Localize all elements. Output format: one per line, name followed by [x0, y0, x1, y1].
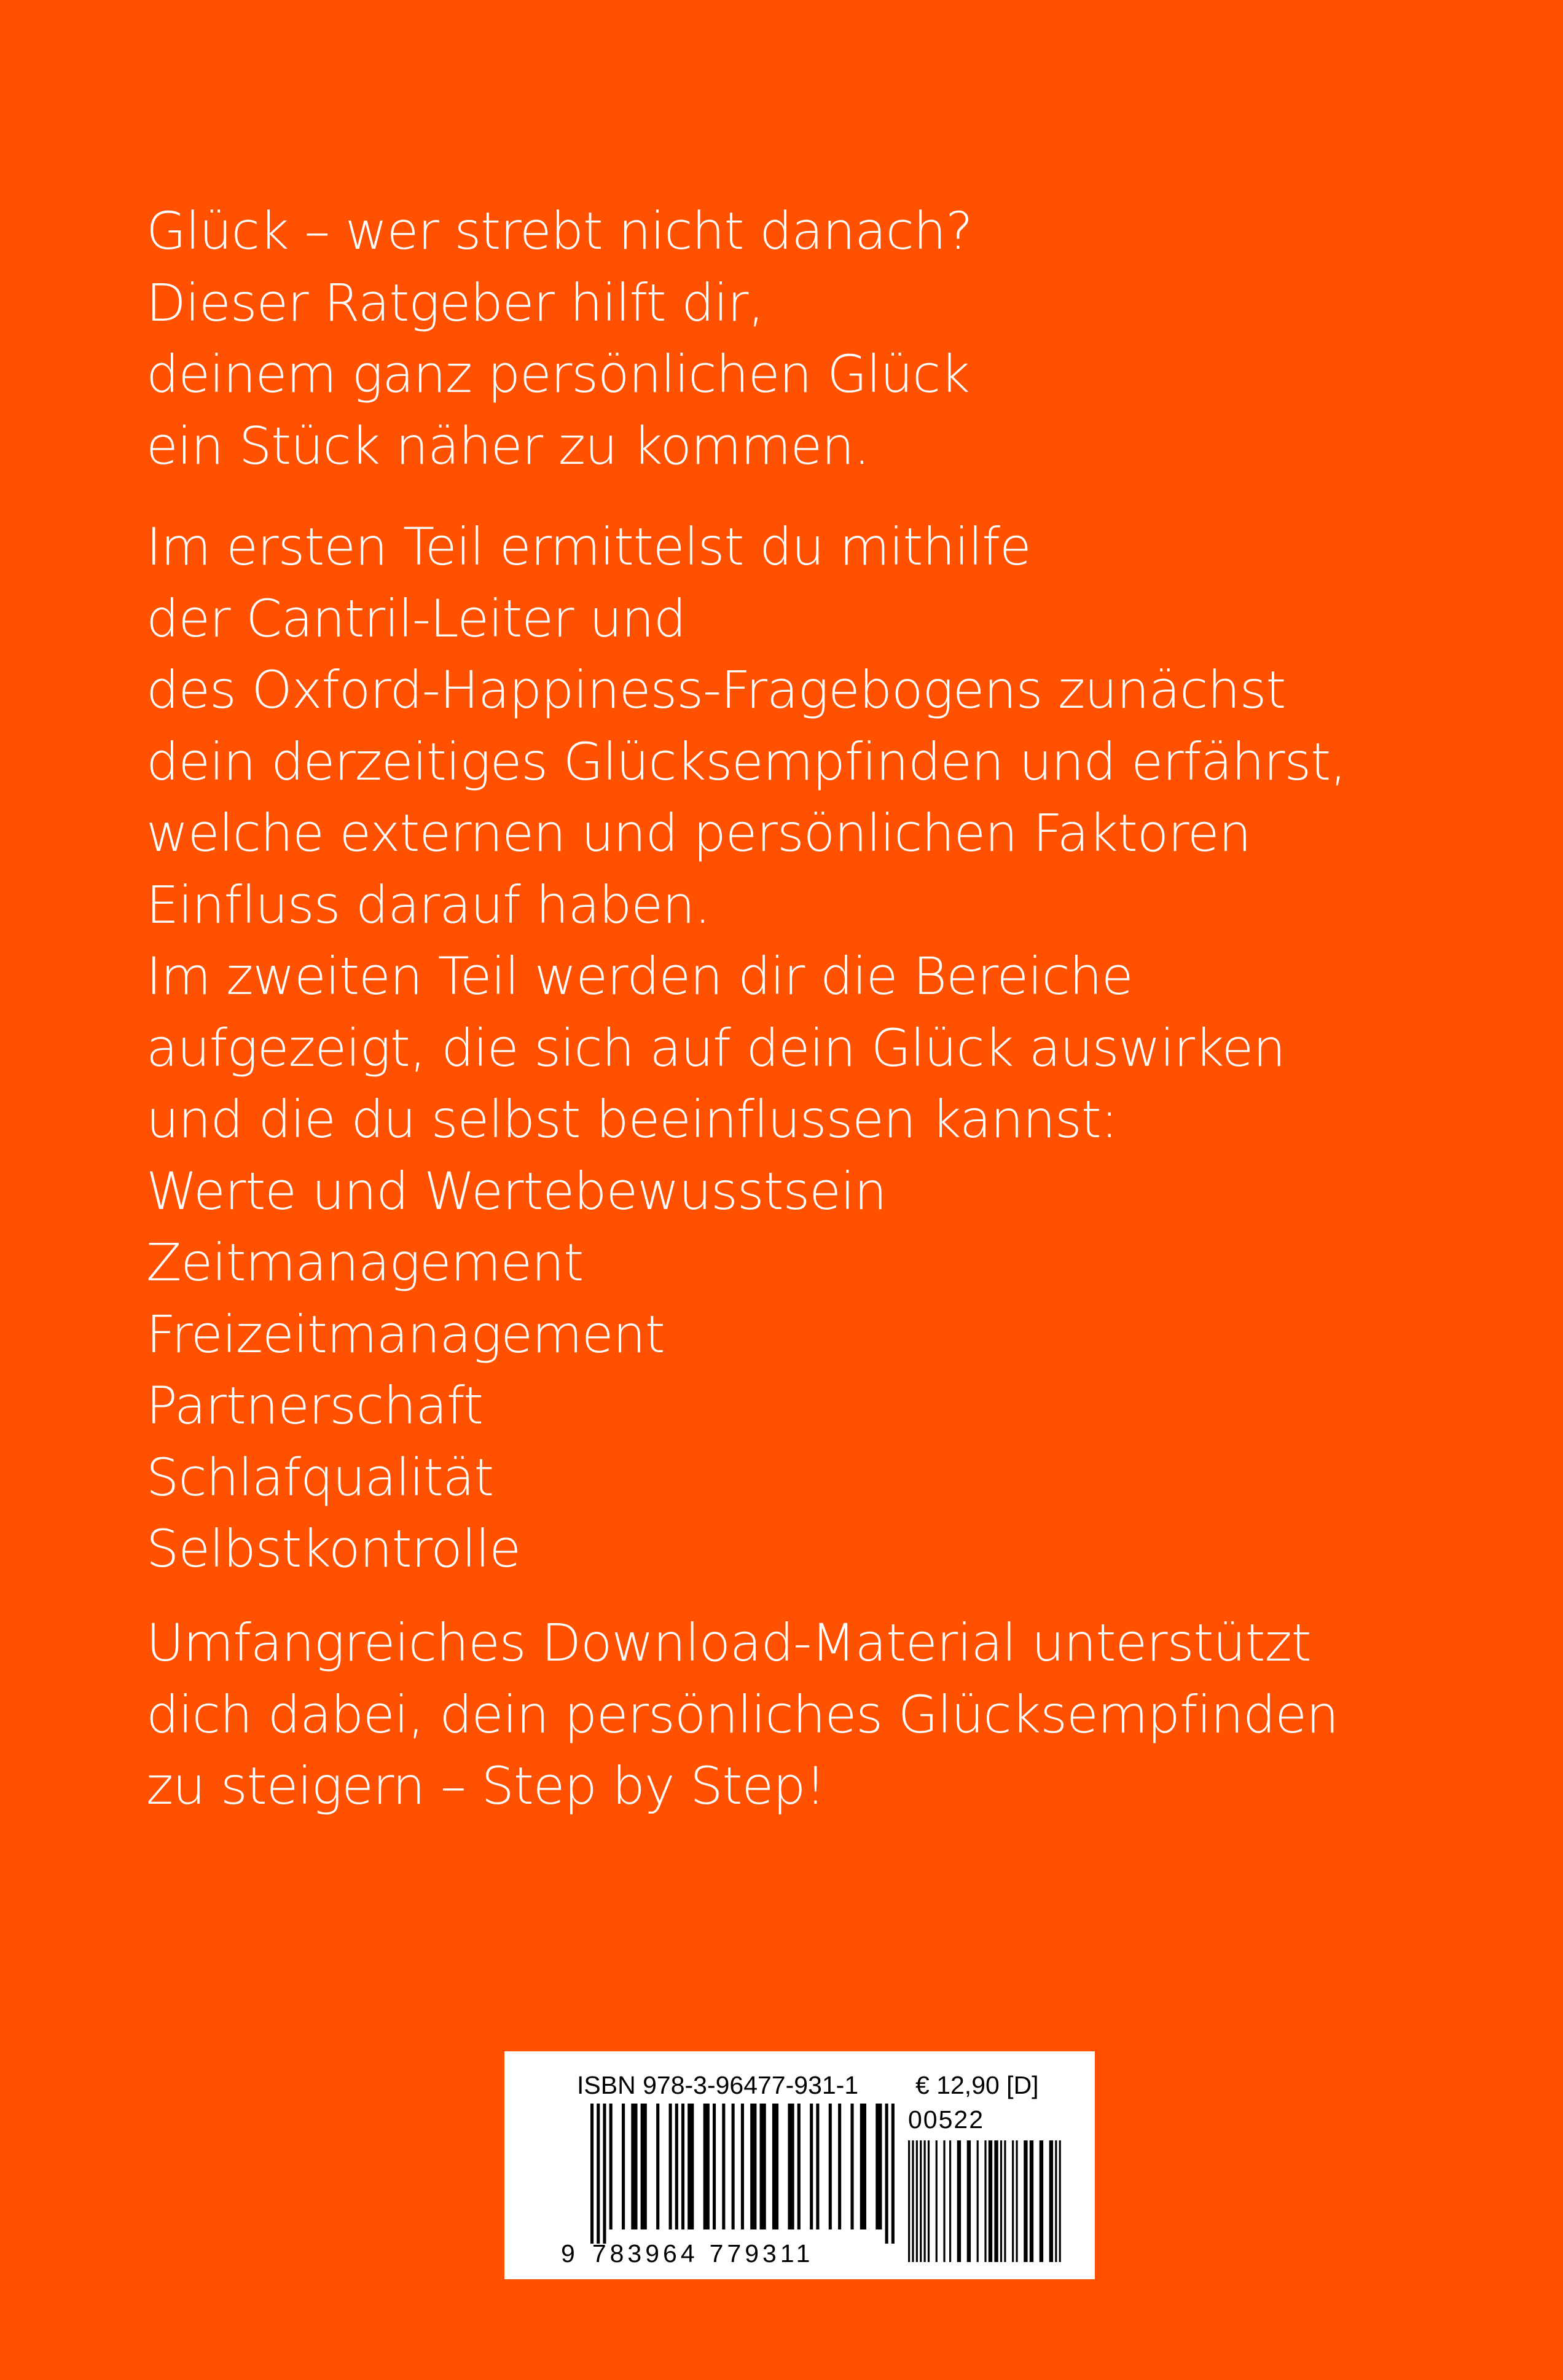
barcode-bar [732, 2104, 735, 2229]
barcode-bar [703, 2104, 710, 2229]
barcode-bar [908, 2140, 910, 2262]
topic-list-item: Schlafqualität [146, 1447, 494, 1508]
intro-paragraph [146, 195, 1467, 482]
barcode-bar [1049, 2140, 1053, 2262]
body-line: aufgezeigt, die sich auf dein Glück auswirken [146, 1017, 1285, 1078]
body-paragraph [146, 511, 1467, 1585]
price-text: € 12,90 [D] [915, 2071, 1039, 2099]
barcode-bar [1040, 2140, 1043, 2262]
barcode-bar [1055, 2140, 1057, 2262]
body-line: welche externen und persönlichen Faktoren [146, 803, 1251, 863]
body-line: Im ersten Teil ermittelst du mithilfe [146, 517, 1031, 577]
barcode-bar [687, 2104, 694, 2229]
ean-left-group: 783964 [592, 2239, 699, 2268]
barcode-bar [916, 2140, 918, 2262]
intro-line: Dieser Ratgeber hilft dir, [146, 272, 764, 333]
ean-right-group: 779311 [709, 2239, 814, 2268]
barcode-bar [876, 2104, 882, 2229]
barcode-bar [924, 2140, 926, 2262]
addon-number-text: 00522 [908, 2105, 985, 2134]
barcode-bar [609, 2104, 613, 2229]
barcode-bar [1016, 2140, 1017, 2262]
barcode-bar [741, 2104, 744, 2229]
topic-list-item: Partnerschaft [146, 1376, 483, 1436]
barcode-bar [949, 2140, 951, 2262]
barcode-bar [713, 2104, 716, 2229]
body-line: des Oxford-Happiness-Fragebogens zunächst [146, 660, 1286, 720]
barcode-bar [920, 2140, 922, 2262]
ean-digits [561, 2239, 905, 2268]
barcode-bar [928, 2140, 930, 2262]
barcode-bar [1004, 2140, 1006, 2262]
isbn-text: ISBN 978-3-96477-931-1 [577, 2071, 859, 2099]
isbn-barcode-label [504, 2051, 1095, 2279]
closing-line: zu steigern – Step by Step! [146, 1756, 826, 1816]
body-line: der Cantril-Leiter und [146, 588, 686, 649]
intro-line: Glück – wer strebt nicht danach? [146, 201, 973, 261]
closing-paragraph [146, 1607, 1467, 1822]
ean-first-digit: 9 [561, 2239, 579, 2268]
barcode-bar [984, 2140, 986, 2262]
body-line: Einfluss darauf haben. [146, 874, 710, 935]
barcode-bar [829, 2104, 832, 2229]
barcode-bar [1059, 2140, 1061, 2262]
intro-line: deinem ganz persönlichen Glück [146, 344, 970, 404]
barcode-bar [631, 2104, 637, 2229]
barcode-bar [957, 2140, 961, 2262]
closing-line: Umfangreiches Download-Material unterstützt [146, 1613, 1311, 1673]
body-line: dein derzeitiges Glücksempfinden und erfährst, [146, 731, 1346, 792]
topic-list-item: Zeitmanagement [146, 1232, 584, 1293]
barcode-bar [810, 2104, 813, 2229]
barcode-bar [943, 2140, 945, 2262]
barcode-bar [681, 2104, 684, 2229]
barcode-bar [722, 2104, 725, 2229]
closing-line: dich dabei, dein persönliches Glücksempfinden [146, 1684, 1339, 1745]
barcode-bar [1012, 2140, 1014, 2262]
barcode-bar [891, 2104, 895, 2244]
topic-list-item: Freizeitmanagement [146, 1304, 665, 1364]
barcode-bar [967, 2140, 971, 2262]
barcode-bar [788, 2104, 794, 2229]
barcode-bar [838, 2104, 841, 2229]
barcode-bar [597, 2104, 600, 2244]
barcode-bar [603, 2104, 606, 2244]
barcode-bar [797, 2104, 801, 2229]
ean-barcode-icon [590, 2104, 898, 2244]
barcode-bar [772, 2104, 778, 2229]
body-line: Im zweiten Teil werden dir die Bereiche [146, 946, 1133, 1006]
barcode-bar [675, 2104, 678, 2229]
barcode-bar [1024, 2140, 1027, 2262]
barcode-bar [750, 2104, 756, 2229]
barcode-bar [656, 2104, 659, 2229]
barcode-bar [1000, 2140, 1002, 2262]
barcode-bar [912, 2140, 914, 2262]
barcode-bar [622, 2104, 625, 2229]
barcode-bar [989, 2140, 992, 2262]
barcode-bar [850, 2104, 853, 2229]
barcode-bar [994, 2140, 998, 2262]
topic-list-item: Selbstkontrolle [146, 1519, 521, 1579]
barcode-bar [641, 2104, 647, 2229]
barcode-bar [816, 2104, 819, 2229]
barcode-bar [977, 2140, 979, 2262]
topic-list-item: Werte und Wertebewusstsein [146, 1161, 887, 1221]
barcode-bar [669, 2104, 672, 2229]
barcode-bar [760, 2104, 766, 2229]
barcode-bar [936, 2140, 938, 2262]
barcode-bar [885, 2104, 888, 2244]
intro-line: ein Stück näher zu kommen. [146, 415, 870, 476]
body-line: und die du selbst beeinflussen kannst: [146, 1089, 1118, 1149]
barcode-bar [860, 2104, 866, 2229]
barcode-bar [1030, 2140, 1033, 2262]
barcode-bar [590, 2104, 593, 2244]
addon-barcode-icon [908, 2140, 1063, 2262]
